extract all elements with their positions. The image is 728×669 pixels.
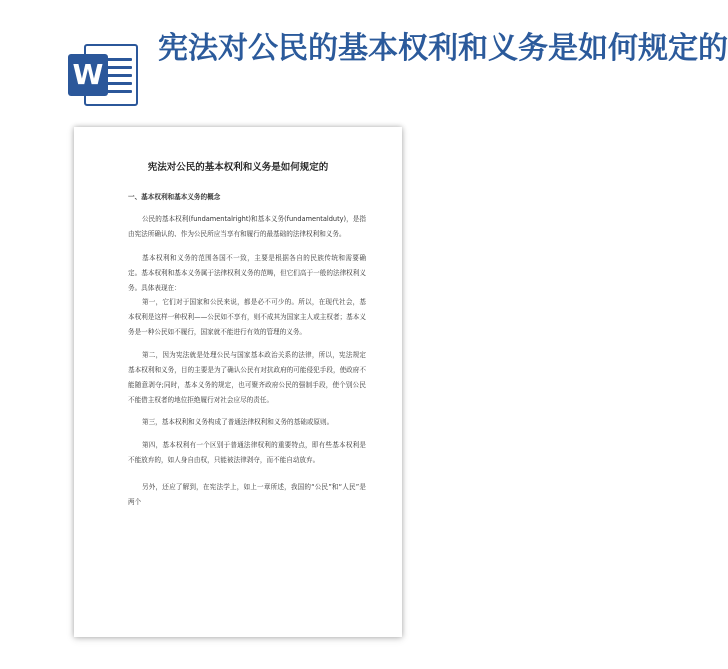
header-title: 宪法对公民的基本权利和义务是如何规定的 bbox=[158, 31, 728, 66]
document-page bbox=[74, 127, 402, 637]
section-heading: 一、基本权利和基本义务的概念 bbox=[128, 193, 221, 201]
paragraph: 基本权利和义务的范围各国不一致，主要是根据各自的民族传统和需要确定。基本权利和基本义务属于法律权利义务的范畴，但它们高于一般的法律权利义务。具体表现在： bbox=[128, 254, 366, 292]
paragraph: 另外，还应了解到，在宪法学上，如上一章所述，我国的“公民”和“人民”是两个 bbox=[128, 483, 366, 506]
paragraph: 第一，它们对于国家和公民来说，都是必不可少的。所以，在现代社会，基本权利是这样一种权利——公民如不享有，则不成其为国家主人或主权者；基本义务是一种公民如不履行，国家就不能进行有效的管理的义务。 bbox=[128, 298, 366, 336]
document-title: 宪法对公民的基本权利和义务是如何规定的 bbox=[147, 162, 329, 173]
paragraph: 第二，因为宪法就是处理公民与国家基本政治关系的法律，所以，宪法规定基本权利和义务，目的主要是为了确认公民有对抗政府的可能侵犯手段，使政府不能随意剥夺;同时，基本义务的规定，也可聚齐政府公民的强制手段，使个别公民不能借主权者的地位拒绝履行对社会应尽的责任。 bbox=[128, 351, 366, 404]
word-icon bbox=[68, 44, 140, 106]
paragraph: 第四，基本权利有一个区别于普通法律权利的重要特点，即有些基本权利是不能放弃的，如人身自由权，只能被法律剥夺，而不能自动放弃。 bbox=[128, 441, 366, 464]
word-badge: W bbox=[68, 54, 108, 96]
paragraph: 公民的基本权利(fundamentalright)和基本义务(fundamentalduty)，是指由宪法所确认的、作为公民所应当享有和履行的最基础的法律权利和义务。 bbox=[128, 215, 366, 238]
paragraph: 第三，基本权利和义务构成了普通法律权利和义务的基础或原则。 bbox=[142, 418, 334, 426]
